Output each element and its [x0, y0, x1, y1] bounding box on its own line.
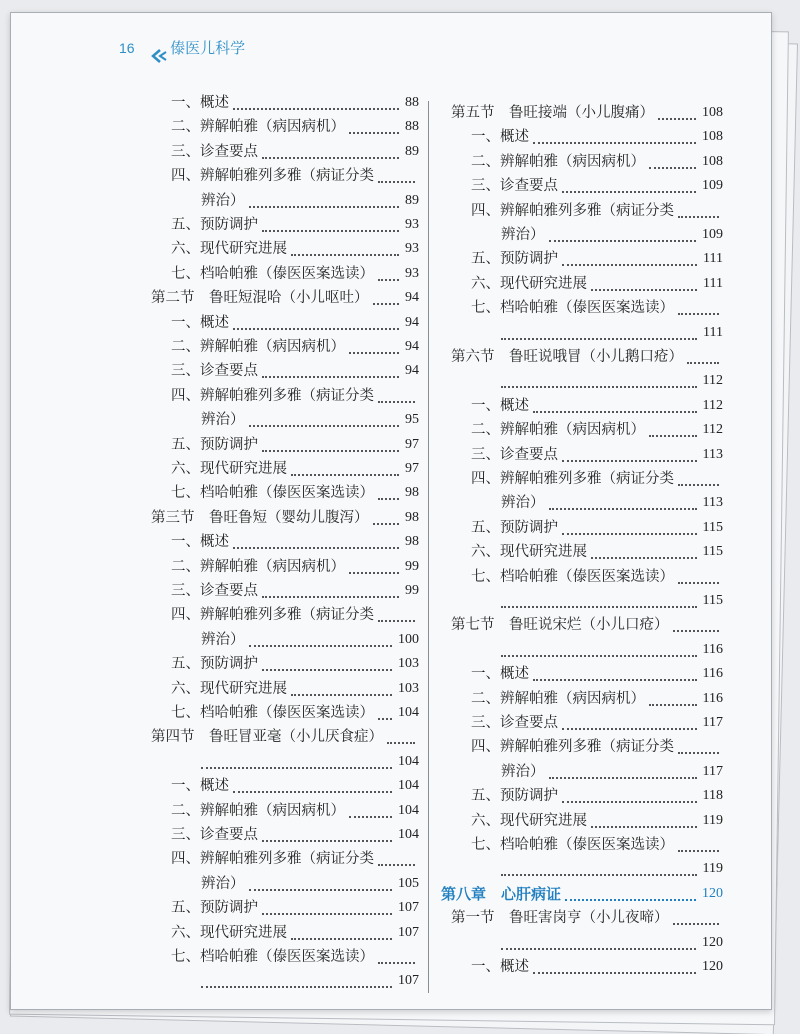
- dot-leader: [562, 798, 697, 803]
- toc-entry-title: 一、概述: [471, 666, 529, 683]
- toc-entry-page: 112: [702, 373, 723, 389]
- toc-entry-page: 93: [405, 265, 419, 281]
- toc-entry-page: 94: [405, 314, 419, 330]
- toc-entry: [201, 872, 419, 896]
- dot-leader: [649, 432, 697, 437]
- dot-leader: [249, 642, 393, 647]
- dot-leader: [533, 676, 697, 681]
- toc-entry: [471, 833, 723, 857]
- toc-entry: [171, 652, 419, 676]
- toc-entry-title: 辨治）: [501, 763, 545, 780]
- toc-entry-title: 辨治）: [201, 875, 245, 892]
- toc-entry-title: 二、辨解帕雅（病因病机）: [171, 119, 345, 136]
- book-page: [10, 12, 772, 1010]
- toc-entry-page: 98: [405, 534, 419, 550]
- dot-leader: [233, 105, 399, 110]
- toc-entry: [471, 711, 723, 735]
- toc-entry: [451, 613, 723, 637]
- toc-entry: [171, 140, 419, 164]
- dot-leader: [649, 164, 696, 169]
- toc-entry-page: 117: [702, 715, 723, 730]
- dot-leader: [501, 871, 697, 876]
- toc-entry-page: 89: [405, 143, 419, 159]
- dot-leader: [233, 325, 399, 330]
- dot-leader: [262, 593, 399, 598]
- toc-entry: [501, 857, 723, 881]
- dot-leader: [658, 115, 696, 120]
- toc-entry-page: 97: [405, 436, 419, 452]
- dot-leader: [678, 213, 719, 218]
- toc-entry-title: 四、辨解帕雅列多雅（病证分类: [171, 607, 374, 624]
- toc-entry-title: 四、辨解帕雅列多雅（病证分类: [171, 387, 374, 404]
- dot-leader: [678, 579, 719, 584]
- toc-entry-title: 一、概述: [171, 95, 229, 111]
- toc-entry-title: 五、预防调护: [471, 519, 558, 536]
- toc-entry: [171, 384, 419, 408]
- toc-entry-title: 一、概述: [171, 534, 229, 551]
- toc-entry: [471, 125, 723, 149]
- dot-leader: [378, 276, 399, 281]
- toc-entry-page: 93: [405, 217, 419, 232]
- dot-leader: [591, 286, 697, 291]
- toc-entry-page: 115: [702, 519, 723, 535]
- toc-entry: [501, 638, 723, 662]
- toc-entry-title: 四、辨解帕雅列多雅（病证分类: [171, 168, 374, 185]
- toc-entry-page: 116: [702, 690, 723, 706]
- toc-entry: [471, 272, 723, 296]
- dot-leader: [378, 861, 415, 866]
- toc-entry-page: 119: [702, 861, 723, 877]
- toc-entry-page: 99: [405, 583, 419, 598]
- toc-entry-title: 二、辨解帕雅（病因病机）: [171, 802, 345, 819]
- toc-entry: [171, 774, 419, 798]
- toc-entry: [171, 311, 419, 335]
- dot-leader: [533, 139, 696, 144]
- dot-leader: [562, 530, 697, 535]
- dot-leader: [378, 617, 415, 622]
- toc-entry-title: 一、概述: [471, 397, 529, 414]
- toc-entry: [501, 321, 723, 345]
- toc-entry-page: 103: [398, 680, 419, 696]
- toc-entry-page: 111: [703, 324, 723, 340]
- toc-entry: [171, 579, 419, 603]
- toc-entry: [171, 799, 419, 823]
- dot-leader: [673, 627, 720, 632]
- dot-leader: [262, 373, 399, 378]
- toc-entry-page: 98: [405, 485, 419, 501]
- dot-leader: [201, 764, 392, 769]
- toc-entry-page: 112: [702, 397, 723, 413]
- toc-entry-page: 95: [405, 412, 419, 428]
- dot-leader: [373, 520, 400, 525]
- toc-entry: [201, 969, 419, 993]
- toc-entry: [471, 955, 723, 979]
- toc-entry: [171, 847, 419, 871]
- back-arrow-icon: [151, 49, 167, 63]
- toc-entry-page: 108: [702, 105, 723, 120]
- toc-entry: [471, 467, 723, 491]
- toc-entry: [451, 345, 723, 369]
- toc-entry: [501, 931, 723, 955]
- toc-entry-title: 二、辨解帕雅（病因病机）: [171, 339, 345, 355]
- toc-entry: [471, 443, 723, 467]
- toc-entry-title: 一、概述: [171, 314, 229, 331]
- toc-entry: [171, 359, 419, 383]
- toc-entry-title: 三、诊查要点: [471, 715, 558, 731]
- toc-entry: [501, 589, 723, 613]
- toc-entry: [171, 335, 419, 359]
- toc-entry: [501, 369, 723, 393]
- book-title: 傣医儿科学: [170, 39, 246, 57]
- dot-leader: [678, 847, 719, 852]
- dot-leader: [201, 983, 392, 988]
- toc-entry: [171, 945, 419, 969]
- toc-entry-title: 第七节 鲁旺说宋烂（小儿口疮）: [451, 617, 669, 634]
- dot-leader: [349, 349, 399, 354]
- toc-entry-title: 第一节 鲁旺害岗亨（小儿夜啼）: [451, 910, 669, 927]
- toc-entry: [471, 150, 723, 174]
- dot-leader: [262, 447, 399, 452]
- toc-entry-page: 107: [398, 973, 419, 989]
- toc-entry-page: 120: [702, 934, 723, 950]
- toc-entry-title: 一、概述: [471, 959, 529, 975]
- dot-leader: [501, 383, 697, 388]
- toc-entry: [471, 662, 723, 686]
- toc-entry-title: 二、辨解帕雅（病因病机）: [171, 558, 345, 575]
- toc-entry-page: 108: [702, 153, 723, 169]
- dot-leader: [262, 910, 392, 915]
- dot-leader: [233, 788, 392, 793]
- toc-entry: [171, 213, 419, 237]
- toc-entry-title: 五、预防调护: [171, 900, 258, 917]
- dot-leader: [249, 422, 400, 427]
- dot-leader: [678, 749, 719, 754]
- toc-entry-title: 辨治）: [201, 192, 245, 209]
- page-number: 16: [119, 40, 135, 56]
- dot-leader: [501, 335, 697, 340]
- toc-entry-page: 104: [398, 827, 419, 842]
- toc-entry-page: 94: [405, 290, 419, 306]
- toc-entry: [171, 91, 419, 115]
- toc-entry-page: 104: [398, 778, 419, 794]
- toc-entry: [171, 433, 419, 457]
- dot-leader: [291, 471, 399, 476]
- dot-leader: [678, 310, 719, 315]
- toc-entry-title: 六、现代研究进展: [171, 241, 287, 258]
- toc-entry: [471, 687, 723, 711]
- toc-entry: [471, 516, 723, 540]
- dot-leader: [565, 896, 696, 901]
- dot-leader: [262, 227, 399, 232]
- toc-entry-page: 93: [405, 241, 419, 257]
- toc-entry-page: 113: [702, 495, 723, 511]
- toc-entry-title: 辨治）: [201, 412, 245, 429]
- toc-entry: [171, 237, 419, 261]
- toc-entry-page: 103: [398, 656, 419, 672]
- toc-entry-page: 104: [398, 802, 419, 818]
- dot-leader: [387, 739, 415, 744]
- toc-entry: [471, 735, 723, 759]
- toc-entry-title: 第四节 鲁旺冒亚毫（小儿厌食症）: [151, 729, 383, 746]
- toc-entry-page: 109: [702, 178, 723, 194]
- toc-entry: [171, 115, 419, 139]
- toc-entry-title: 第六节 鲁旺说哦冒（小儿鹅口疮）: [451, 349, 683, 365]
- toc-entry: [171, 262, 419, 286]
- dot-leader: [562, 261, 697, 266]
- toc-entry: [171, 481, 419, 505]
- toc-entry-title: 第三节 鲁旺鲁短（婴幼儿腹泻）: [151, 509, 369, 526]
- dot-leader: [591, 823, 697, 828]
- toc-entry-title: 四、辨解帕雅列多雅（病证分类: [471, 202, 674, 219]
- toc-entry-title: 第二节 鲁旺短混哈（小儿呕吐）: [151, 290, 369, 307]
- toc-entry: [471, 296, 723, 320]
- toc-entry: [501, 491, 723, 515]
- toc-entry-page: 115: [702, 593, 723, 608]
- toc-entry-title: 五、预防调护: [471, 251, 558, 268]
- toc-entry-title: 四、辨解帕雅列多雅（病证分类: [471, 471, 674, 487]
- toc-entry: [201, 750, 419, 774]
- dot-leader: [291, 935, 392, 940]
- dot-leader: [378, 495, 399, 500]
- running-header: [119, 37, 245, 58]
- toc-entry: [451, 906, 723, 930]
- toc-entry: [201, 408, 419, 432]
- toc-entry-page: 99: [405, 558, 419, 574]
- dot-leader: [501, 945, 696, 950]
- toc-entry: [471, 565, 723, 589]
- toc-entry-title: 七、档哈帕雅（傣医医案选读）: [171, 705, 374, 721]
- toc-entry-title: 三、诊查要点: [171, 363, 258, 380]
- toc-entry-title: 二、辨解帕雅（病因病机）: [471, 153, 645, 170]
- dot-leader: [549, 505, 697, 510]
- toc-entry-title: 七、档哈帕雅（傣医医案选读）: [171, 265, 374, 282]
- toc-entry-page: 112: [702, 422, 723, 438]
- toc-entry: [201, 189, 419, 213]
- toc-entry-page: 105: [398, 875, 419, 891]
- toc-entry-title: 一、概述: [471, 129, 529, 146]
- toc-entry-page: 94: [405, 363, 419, 379]
- toc-entry-title: 五、预防调护: [171, 217, 258, 233]
- toc-entry-title: 七、档哈帕雅（傣医医案选读）: [171, 485, 374, 502]
- toc-entry-title: 五、预防调护: [171, 436, 258, 453]
- toc-entry-page: 107: [398, 924, 419, 940]
- toc-entry: [451, 101, 723, 125]
- toc-entry: [171, 823, 419, 847]
- toc-entry: [471, 394, 723, 418]
- dot-leader: [262, 666, 392, 671]
- toc-entry-title: 六、现代研究进展: [471, 275, 587, 292]
- toc-entry: [151, 286, 419, 310]
- dot-leader: [291, 251, 399, 256]
- toc-entry-page: 118: [702, 788, 723, 804]
- toc-entry-title: 四、辨解帕雅列多雅（病证分类: [471, 739, 674, 756]
- dot-leader: [249, 203, 400, 208]
- toc-entry-page: 109: [702, 227, 723, 242]
- dot-leader: [549, 774, 697, 779]
- toc-entry-page: 104: [398, 753, 419, 769]
- toc-entry-page: 107: [398, 900, 419, 916]
- toc-entry-title: 辨治）: [201, 631, 245, 648]
- dot-leader: [687, 359, 719, 364]
- dot-leader: [373, 300, 400, 305]
- toc-entry-title: 六、现代研究进展: [471, 544, 587, 561]
- toc-entry: [171, 603, 419, 627]
- dot-leader: [649, 701, 697, 706]
- dot-leader: [262, 837, 392, 842]
- toc-entry-title: 辨治）: [501, 227, 545, 243]
- dot-leader: [533, 969, 696, 974]
- toc-entry-page: 98: [405, 509, 419, 525]
- toc-entry: [471, 247, 723, 271]
- dot-leader: [591, 554, 697, 559]
- toc-entry-page: 119: [702, 812, 723, 828]
- toc-entry-title: 五、预防调护: [471, 788, 558, 805]
- toc-entry-title: 三、诊查要点: [171, 583, 258, 599]
- toc-entry: [501, 223, 723, 247]
- toc-entry-title: 辨治）: [501, 495, 545, 512]
- toc-entry-page: 88: [405, 119, 419, 135]
- dot-leader: [678, 481, 719, 486]
- dot-leader: [349, 813, 392, 818]
- toc-entry: [171, 457, 419, 481]
- toc-entry-title: 二、辨解帕雅（病因病机）: [471, 690, 645, 707]
- toc-entry-title: 三、诊查要点: [471, 446, 558, 463]
- toc-entry-title: 一、概述: [171, 778, 229, 795]
- toc-entry-page: 120: [702, 885, 723, 901]
- toc-entry-title: 七、档哈帕雅（傣医医案选读）: [471, 837, 674, 853]
- dot-leader: [562, 457, 697, 462]
- toc-entry-title: 七、档哈帕雅（傣医医案选读）: [171, 949, 374, 965]
- toc-entry-page: 113: [702, 446, 723, 462]
- toc-entry-title: 六、现代研究进展: [171, 461, 287, 477]
- toc-entry-page: 117: [702, 763, 723, 779]
- toc-entry-title: 二、辨解帕雅（病因病机）: [471, 422, 645, 439]
- toc-entry-title: 四、辨解帕雅列多雅（病证分类: [171, 851, 374, 868]
- toc-entry-page: 88: [405, 95, 419, 110]
- toc-entry: [151, 725, 419, 749]
- toc-entry: [171, 164, 419, 188]
- toc-entry: [151, 506, 419, 530]
- toc-entry-title: 三、诊查要点: [471, 178, 558, 195]
- dot-leader: [501, 603, 697, 608]
- dot-leader: [533, 408, 697, 413]
- toc-entry-page: 104: [398, 705, 419, 720]
- toc-entry: [171, 896, 419, 920]
- toc-entry-title: 七、档哈帕雅（傣医医案选读）: [471, 300, 674, 317]
- toc-entry: [171, 677, 419, 701]
- dot-leader: [249, 886, 393, 891]
- dot-leader: [501, 652, 697, 657]
- toc-entry-page: 100: [398, 631, 419, 647]
- toc-entry-title: 第八章 心肝病证: [441, 884, 562, 903]
- toc-chapter-entry: [441, 882, 723, 906]
- toc-entry: [471, 809, 723, 833]
- dot-leader: [291, 691, 392, 696]
- toc-entry-title: 三、诊查要点: [171, 143, 258, 160]
- toc-entry: [471, 784, 723, 808]
- toc-entry-page: 116: [702, 641, 723, 657]
- dot-leader: [378, 178, 415, 183]
- dot-leader: [378, 715, 392, 720]
- column-divider: [428, 101, 429, 993]
- toc-entry-title: 五、预防调护: [171, 656, 258, 673]
- toc-entry: [201, 628, 419, 652]
- toc-entry-title: 第五节 鲁旺接端（小儿腹痛）: [451, 105, 654, 121]
- toc-entry-page: 97: [405, 461, 419, 476]
- toc-entry-title: 六、现代研究进展: [171, 924, 287, 941]
- toc-entry-page: 115: [702, 544, 723, 560]
- dot-leader: [349, 569, 399, 574]
- toc-entry: [471, 199, 723, 223]
- toc-entry-title: 六、现代研究进展: [171, 680, 287, 697]
- toc-entry-title: 六、现代研究进展: [471, 812, 587, 829]
- toc-entry-page: 120: [702, 959, 723, 974]
- dot-leader: [378, 959, 415, 964]
- toc-entry: [471, 540, 723, 564]
- toc-entry-page: 89: [405, 192, 419, 208]
- toc-entry: [171, 701, 419, 725]
- toc-entry: [171, 921, 419, 945]
- toc-entry: [171, 530, 419, 554]
- toc-entry: [171, 555, 419, 579]
- dot-leader: [673, 920, 720, 925]
- toc-entry-page: 111: [703, 275, 723, 291]
- dot-leader: [262, 154, 399, 159]
- toc-entry: [501, 760, 723, 784]
- toc-entry-title: 三、诊查要点: [171, 827, 258, 843]
- dot-leader: [562, 725, 697, 730]
- dot-leader: [233, 544, 399, 549]
- toc-entry-page: 108: [702, 129, 723, 145]
- dot-leader: [349, 129, 399, 134]
- toc-entry: [471, 174, 723, 198]
- toc-entry-page: 94: [405, 339, 419, 354]
- dot-leader: [562, 188, 696, 193]
- dot-leader: [549, 237, 697, 242]
- dot-leader: [378, 398, 415, 403]
- toc-entry: [471, 418, 723, 442]
- toc-entry-title: 七、档哈帕雅（傣医医案选读）: [471, 568, 674, 585]
- toc-entry-page: 111: [703, 251, 723, 267]
- toc-entry-page: 116: [702, 666, 723, 682]
